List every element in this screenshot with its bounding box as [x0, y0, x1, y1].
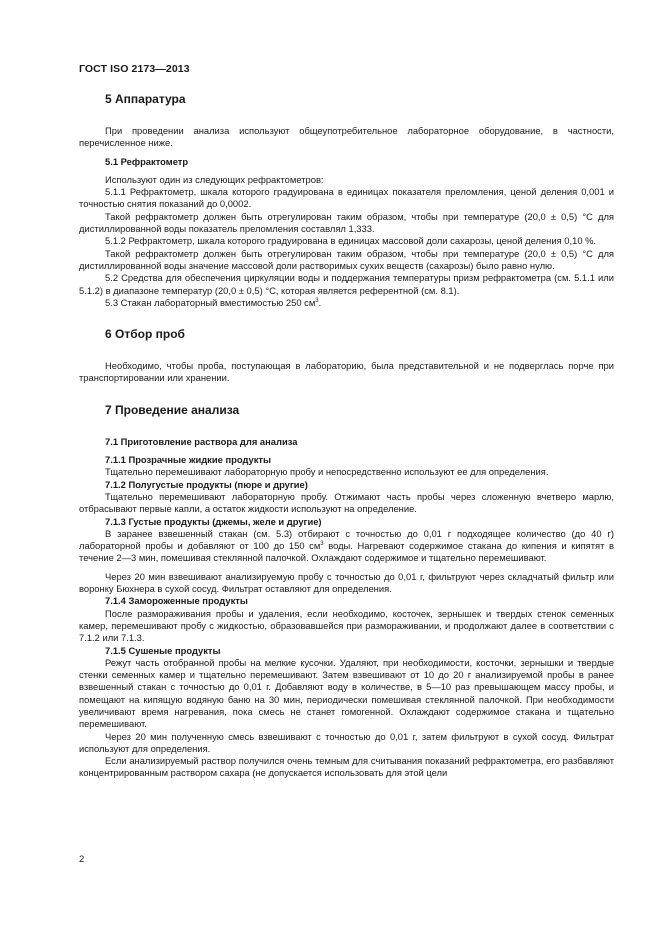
section-5-1-2: 5.1.2 Рефрактометр, шкала которого градуирована в единицах массовой доли сахарозы, ценой деления 0,10 %. [105, 235, 597, 247]
section-5-1-intro: Используют один из следующих рефрактометров: [105, 173, 324, 185]
standard-code-header: ГОСТ ISO 2173—2013 [79, 63, 190, 75]
section-7-1-2-heading: 7.1.2 Полугустые продукты (пюре и другие) [105, 478, 308, 490]
section-5-heading: 5 Аппаратура [105, 92, 186, 106]
section-7-1-4-heading: 7.1.4 Замороженные продукты [105, 595, 248, 607]
section-6-heading: 6 Отбор проб [105, 327, 185, 342]
section-7-1-1-heading: 7.1.1 Прозрачные жидкие продукты [105, 454, 272, 466]
section-7-1-5-text-2: Через 20 мин полученную смесь взвешивают с точностью до 0,01 г, затем фильтруют в сухой сосуд. Фильтрат используют для определения. [79, 730, 614, 754]
section-7-1-3-text: В заранее взвешенный стакан (см. 5.3) отбирают с точностью до 0,01 г подходящее количество (до 40 г) лабораторной пробы и добавляют от 100 до 150 $см^3$ воды. Нагревают содержимое стакана до кипения и кипятят в течение 2—3 мин, помешивая стеклянной палочкой. Охлаждают содержимое и тщательно перемешивают. [79, 527, 614, 564]
section-5-1-1: 5.1.1 Рефрактометр, шкала которого градуирована в единицах показателя преломления, ценой деления 0,001 и точностью снятия показаний до 0,0002. [79, 186, 614, 210]
section-7-1-2-text: Тщательно перемешивают лабораторную пробу. Отжимают часть пробы через сложенную вчетверо марлю, отбрасывают первые капли, а остаток жидкости используют на определение. [79, 490, 614, 515]
section-5-intro: При проведении анализа используют общеупотребительное лабораторное оборудование, в частности, перечисленное ниже. [79, 125, 614, 149]
section-7-1-5-heading: 7.1.5 Сушеные продукты [105, 644, 221, 656]
section-7-1-4-text: После размораживания пробы и удаления, если необходимо, косточек, зернышек и твердых стенок семенных камер, перемешивают пробу с жидкостью, образовавшейся при размораживании, и продолжают далее в соответствии с 7.1.2 или 7.1.3. [79, 607, 614, 644]
section-5-1-heading: 5.1 Рефрактометр [105, 155, 189, 167]
section-7-1-5-text-3: Если анализируемый раствор получился очень темным для считывания показаний рефрактометра, его разбавляют концентрированным раствором сахара (не допускается использовать для этой цели [79, 755, 614, 779]
section-7-1-5-text: Режут часть отобранной пробы на мелкие кусочки. Удаляют, при необходимости, косточки, зернышки и твердые стенки семенных камер и тщательно перемешивают. Затем взвешивают от 10 до 20 г анализируемой пробы в ранее взвешенный стакан с точностью до 0,01 г. Добавляют воду в количестве, в 5—10 раз превышающем массу пробы, и помещают на кипящую водяную баню на 30 мин, периодически помешивая стеклянной палочкой. При необходимости увеличивают время нагревания, пока смесь не станет гомогенной. Охлаждают содержимое стакана и тщательно перемешивают. [79, 656, 614, 730]
section-7-1-1-text: Тщательно перемешивают лабораторную пробу и непосредственно используют ее для определения. [105, 466, 549, 478]
section-6-text: Необходимо, чтобы проба, поступающая в лабораторию, была представительной и не подверглась порче при транспортировании или хранении. [79, 360, 614, 384]
section-5-2: 5.2 Средства для обеспечения циркуляции воды и поддержания температуры призм рефрактометра (см. 5.1.1 или 5.1.2) в диапазоне температур (20,0 ± 0,5) °С, которая является референтной (см. 8.1). [79, 272, 614, 296]
section-7-1-3-heading: 7.1.3 Густые продукты (джемы, желе и другие) [105, 515, 322, 527]
section-7-1-heading: 7.1 Приготовление раствора для анализа [105, 435, 298, 447]
section-7-1-3-text-2: Через 20 мин взвешивают анализируемую пробу с точностью до 0,01 г, фильтруют через складчатый фильтр или воронку Бюхнера в сухой сосуд. Фильтрат оставляют для определения. [79, 570, 614, 595]
section-5-3: 5.3 Стакан лабораторный вместимостью 250 $см^3$. [105, 296, 322, 308]
section-7-heading: 7 Проведение анализа [105, 402, 240, 417]
section-5-1-2-adjust: Такой рефрактометр должен быть отрегулирован таким образом, чтобы при температуре (20,0 ± 0,5) °С для дистиллированной воды значение массовой доли растворимых сухих веществ (сахарозы) было равно нулю. [79, 247, 614, 271]
page-content [79, 92, 614, 780]
page-number: 2 [79, 854, 85, 865]
section-5-1-1-adjust: Такой рефрактометр должен быть отрегулирован таким образом, чтобы при температуре (20,0 ± 0,5) °С для дистиллированной воды показатель преломления составлял 1,333. [79, 210, 614, 235]
